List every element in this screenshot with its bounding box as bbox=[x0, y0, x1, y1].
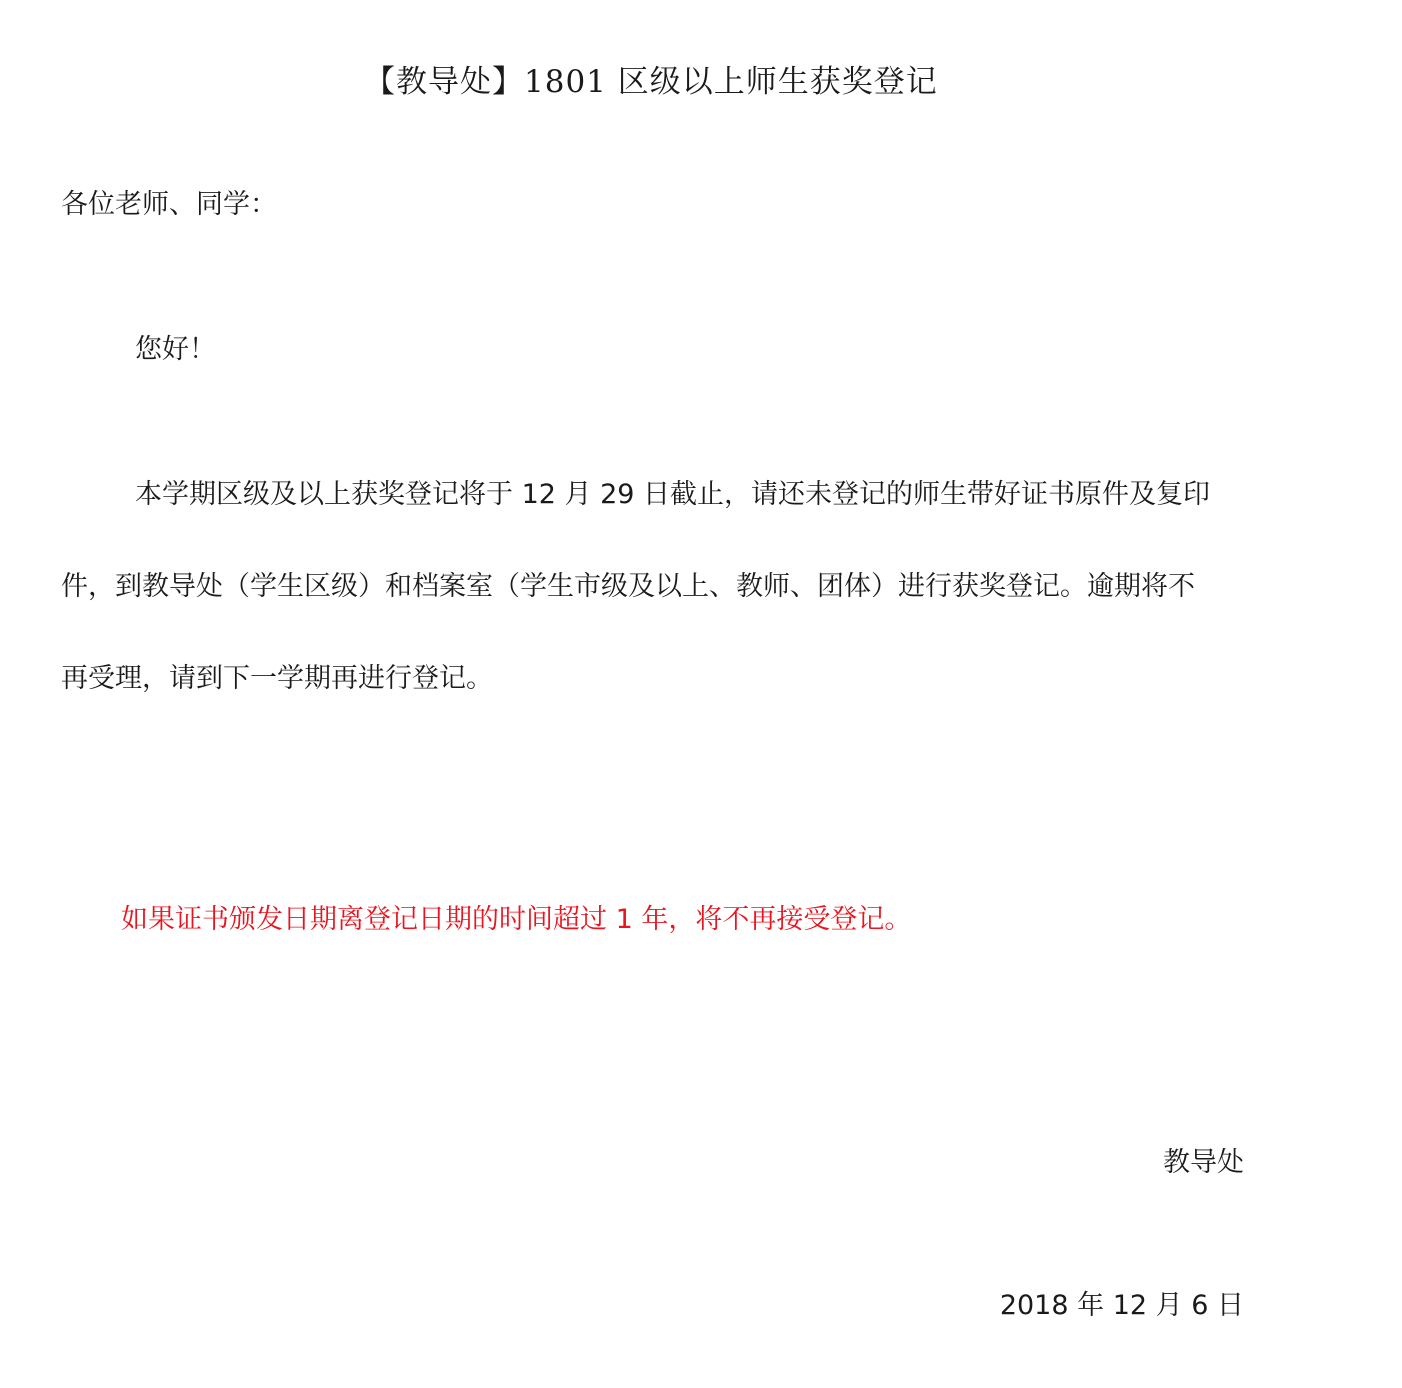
document-title: 【教导处】1801 区级以上师生获奖登记 bbox=[364, 64, 938, 100]
body-paragraph-line-3: 再受理，请到下一学期再进行登记。 bbox=[61, 663, 493, 694]
body-paragraph-line-1: 本学期区级及以上获奖登记将于 12 月 29 日截止，请还未登记的师生带好证书原件及复印 bbox=[135, 479, 1211, 510]
salutation: 各位老师、同学： bbox=[61, 189, 277, 220]
greeting: 您好！ bbox=[135, 334, 216, 365]
signature: 教导处 bbox=[1163, 1147, 1244, 1178]
body-paragraph-line-2: 件，到教导处（学生区级）和档案室（学生市级及以上、教师、团体）进行获奖登记。逾期将不 bbox=[61, 571, 1195, 602]
document-date: 2018 年 12 月 6 日 bbox=[999, 1290, 1244, 1321]
notice-warning: 如果证书颁发日期离登记日期的时间超过 1 年，将不再接受登记。 bbox=[121, 904, 912, 935]
